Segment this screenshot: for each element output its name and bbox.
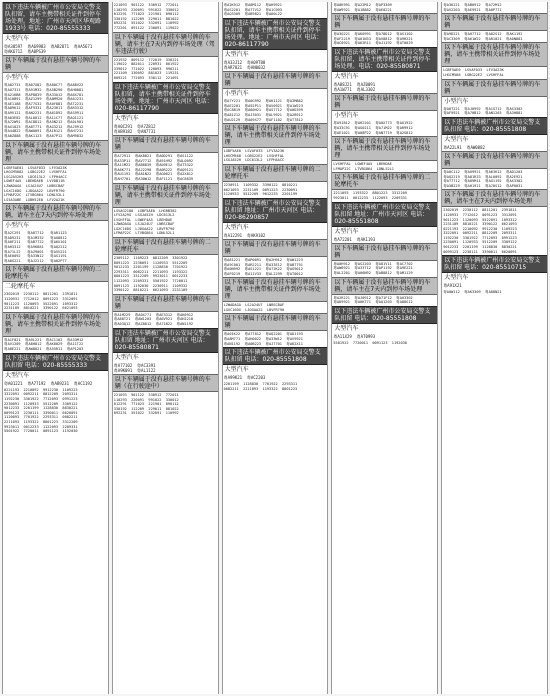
notice-header: 以下车辆属于没有悬挂车辆号牌的车辆 (223, 313, 328, 331)
notice-header-dark: 以下违法车辆被广州市公安局交警支队扣留，请车主携带相关证件到停车场处理。地址：广州市天河区 电话：020-86117790 (113, 82, 218, 114)
notice-header: 以下车辆属于没有悬挂车辆号牌的车辆，请车主携带相关证件到停车场处理 (3, 312, 108, 337)
plate-number-list: 粤A88J21 粤AZ0091 粤A1W771 粤AL3302 (333, 81, 376, 93)
notice-header: 以下车辆属于没有悬挂车辆号牌的二轮摩托车 (223, 164, 328, 182)
plate-number-list: 221093 901122 330912 772011 110293 220091 991022 330012 012291 771023 221901 090112 330192 112209 229011 881022 092231 551022 332091 110992 (113, 393, 179, 416)
column-1 (2, 2, 109, 694)
plate-number-list: 粤A2K912 粤A0M112 粤AH9921 粤AS2201 粤A77V12 粤A1C093 粤AQ3309 粤AB9821 粤A60L22 (223, 3, 282, 17)
plate-number-list: 粤A22L91 粤AW0882 (443, 144, 485, 150)
vehicle-category-label: 大型汽车 (224, 223, 249, 231)
notice-header: 以下车辆属于没有悬挂车辆号牌的车辆，请车主在7天内到停车场处理 (332, 277, 437, 295)
notice-header: 以下车辆属于没有悬挂车辆号牌的车辆，请车主携带相关证件到停车场处理 (3, 140, 108, 165)
vehicle-category-label: 大型汽车 (334, 72, 359, 80)
notice-header: 以下车辆属于没有悬挂车辆号牌的车辆 (332, 243, 437, 261)
plate-number-list: 221093 901122 330912 772011 110293 220091 991022 330012 012291 771023 221901 090112 330192 112209 229011 881022 092231 551022 332091 110992 772201 091122 230091 119022 (113, 3, 179, 30)
plate-number-list: 粤A33J12 粤A09T88 粤AR7821 粤AN0032 (223, 59, 266, 70)
notice-header: 以下车辆属于没有悬挂车辆号牌的车辆 (332, 93, 437, 111)
plate-number-list: LSVAG2180 LGBF5AE0 LHGRB382 LFV2A29G LSGJA52H LDC613L2 LVSHFFAL LGWEF4A5 LBEHDAE LZWADAGA LSJA24U7 LNBSCBAF LGXC16DG LJDGAA22 LBVFR790 LFMAP22C LTVBG864 LDNL52L1 (113, 208, 177, 236)
notice-header: 以下车辆属于没有悬挂车辆号牌的车辆，请车主携带相关证件到停车场处理 (223, 123, 328, 148)
notice-header: 以下车辆属于没有悬挂车辆号牌的车辆 (223, 239, 328, 257)
notice-header: 以下车辆属于没有悬挂车辆号牌的车辆 (442, 79, 547, 97)
notice-header: 以下车辆属于没有悬挂车辆号牌的车辆，请车主携带相关证件到停车场处理 (332, 136, 437, 161)
notice-header: 以下车辆属于没有悬挂车辆号牌的车辆，请车主携带相关证件到停车场处理 (113, 183, 218, 208)
notice-header-dark: 以下违法车辆被广州市公安局交警支队扣留 电话：020-85551808 (332, 306, 437, 324)
plate-number-list: 粤A11X29 粤AT0993 (333, 333, 376, 339)
notice-header: 以下车辆属于没有悬挂车辆号牌的车辆 (3, 55, 108, 73)
plate-number-list: 2201199 1128830 7701922 2293311 0082211 2211093 1193322 8801223 (223, 382, 298, 392)
plate-number-list: 粤A91B12 粤AH2201 粤A0X773 粤AU1922 粤A33C91 粤AG0211 粤A71M22 粤AR9912 粤AE1021 粤A08P22 粤AN7719 粤A2S812 (333, 121, 413, 135)
plate-number-list: 粤A81221 粤AP0091 粤A2H912 粤AW1223 粤A9C001 粤AR2211 粤A33E12 粤AB7791 粤A0N992 粤AS1221 粤A72K22 粤AG9012 粤AF0219 粤A11V33 粤AL2299 粤AT0012 (223, 257, 303, 276)
notice-header: 以下车辆属于没有悬挂车辆号牌的车辆 (332, 13, 437, 31)
vehicle-category-label: 小型汽车 (5, 222, 30, 230)
plate-number-list: 粤A77102 粤AC3391 粤A9K091 粤AL1122 (113, 362, 156, 373)
plate-number-list: 粤A8T221 粤AJ0992 粤A1G712 粤AS3302 粤AF9921 粤A70B12 粤AN1203 粤A3H881 (443, 106, 523, 116)
plate-number-list: 粤A72201 粤AK1193 (333, 236, 376, 242)
vehicle-category-label: 大型汽车 (5, 371, 30, 379)
plate-number-list: LGBF5AE0 LSVAF033 LFV3A23K LHGCM568 LGBG22E2 LVSHFFAL LSGJA52H LDC613L2 LFPH4ACC (223, 149, 285, 163)
plate-number-list: 粤A0K991 粤A22M12 粤AP3309 粤AW9921 粤A1B882 粤AE0221 (333, 3, 392, 12)
vehicle-category-label: 大型汽车 (224, 366, 249, 374)
notice-header-dark: 以下违法车辆被广州市公安局交警支队扣留，请车主携带相关证件到停车场处理。地址：广州市天河区 电话：020-86117790 (223, 18, 328, 50)
vehicle-category-label: 小型汽车 (444, 97, 469, 105)
plate-number-list: 粤A7Y221 粤A0G992 粤AK1121 粤A3M882 粤AE2201 粤A92P11 粤AV0921 粤A1W223 粤AC8819 粤A60H21 粤AS7712 粤A0D399 粤A81Z12 粤AJ3031 粤AL9921 粤A2B912 粤AU2129 粤A09X77 粤AF1102 粤AT7812 (223, 99, 303, 122)
plate-number-list: 粤A0H912 粤AS2203 粤A81V11 粤AC7702 粤AW0921 粤A33T12 粤AP1192 粤A9E221 粤AL2201 粤A06N92 粤AB8812 粤AM1129 (333, 261, 413, 275)
plate-number-list: 2211093 1193322 8801223 3312209 9923011 0012233 1122093 2209331 (333, 191, 407, 200)
plate-number-list: LZWADAGA LSJA24U7 LNBSCBAF LGXC16DG LJDGAA22 LBVFR790 (223, 303, 285, 312)
plate-number-list: LGBF5AE0 LSVAF033 LFV3A23K LHGCM568 LGBG22E2 LVSHFFAL (443, 68, 504, 77)
plate-number-list: 粤A0C291 粤A7Z812 粤AB9182 粤AN7731 (113, 123, 156, 134)
plate-number-list: LVSHFFAL LGWEF4A5 LBEHDAE LFMAP22C LTVBG864 LDNL52L1 (333, 162, 394, 171)
vehicle-category-label: 小型汽车 (224, 90, 249, 98)
plate-number-list: 粤A72911 粤AK8821 粤A0D291 粤AS1122 粤A33P11 粤AV7712 粤A91H92 粤AL0092 粤A11M22 粤AB8839 粤A09E12 粤AT3322 粤A6K771 粤AJ2298 粤A0R222 粤AQ9121 粤AU1192 粤A81N22 粤AG0021 粤A2X812 粤AH7701 粤A30W12 粤AF1121 粤AC8839 (113, 153, 194, 181)
vehicle-category-label: 小型汽车 (5, 74, 30, 82)
vehicle-category-label: 大型汽车 (224, 50, 249, 58)
vehicle-category-label: 大型汽车 (444, 274, 469, 282)
notice-header: 以下车辆属于没有悬挂车辆号牌的二轮摩托车 (3, 264, 108, 282)
notice-header: 以下车辆属于没有悬挂车辆号牌的二轮摩托车 (113, 237, 218, 255)
notice-header: 以下车辆属于没有悬挂车辆号牌的车辆 (442, 151, 547, 169)
plate-number-list: 粤A99K21 粤AC2203 (223, 375, 266, 381)
column-2 (112, 2, 219, 694)
plate-number-list: 粤A01221 粤A77192 粤AB9231 粤AC1192 (4, 380, 93, 386)
plate-number-list: 221932 009112 772019 330221 119022 882011 220931 001922 339012 771022 120093 990211 221109 330092 881023 119231 009221 772093 330112 221091 (113, 57, 179, 80)
notice-header-dark: 以下违法车辆被广州市公安局交警支队扣留 地址：广州市天河区 电话：020-86290857 (223, 198, 328, 223)
notice-header: 以下车辆属于没有悬挂车辆号牌的车辆，请车主在7天内到停车场处理（驾车违法行驶） (113, 32, 218, 57)
vehicle-category-label: 小型汽车 (334, 112, 359, 120)
notice-header: 以下车辆属于没有悬挂车辆号牌的车辆，请车主在7天内到停车场处理 (442, 189, 547, 207)
notice-header-dark: 以下违法车辆被广州市公安局交警支队扣留 电话：020-85551808 (442, 117, 547, 135)
plate-number-list: 粤A2R221 粤AJ0912 粤A71F12 粤AU3302 粤AD9921 粤A0K771 粤AQ1203 粤A88G12 (333, 295, 413, 305)
plate-number-list: 粤A1F021 粤A9L221 粤AC1102 粤A33M12 粤AV1209 粤A8H812 粤AK0029 粤A11T22 粤A0E221 粤AW8821 粤A55R11 粤AP1203 (4, 337, 84, 351)
plate-number-list: 5501922 7720011 0091123 1192030 (333, 340, 407, 345)
plate-number-list: 粤A01K22 粤A7T812 粤AQ2201 粤AD1193 粤A8M771 粤AH0022 粤A33W12 粤AV9921 粤AN1192 粤A0B223 粤AJ7701 粤A62X11 (223, 332, 303, 346)
plate-number-list: 粤A3Q221 粤AK0991 粤A78D12 粤AS1102 粤AF2219 粤A01N33 粤AV8812 粤A9H221 粤AC0921 粤A62R11 粤AJ1192 粤AT0029 (333, 32, 413, 46)
plate-number-list: 粤A12291 粤AK9102 (223, 232, 266, 238)
plate-number-list: 粤A1M229 粤A0X771 粤AE3312 粤AK0912 粤A88T21 粤AW1203 粤A6V921 粤AH2218 粤A03Q12 粤AZ8812 粤A71B22 粤AN1192 (113, 312, 194, 326)
notice-header-dark: 以下违法车辆被广州市公安局交警支队扣留 电话：020-85510715 (442, 255, 547, 273)
notice-header-dark: 以下违法车辆被广州市公安局交警支队扣留，请车主携带相关证件到停车场处理。地址：广州市天河区华观路1933号 电话：020-85555333 (3, 2, 108, 34)
notice-header-dark: 以下违法车辆被广州市公安局交警支队扣留 地址：广州市天河区 电话：020-85580871 (113, 328, 218, 353)
vehicle-category-label: 大型汽车 (114, 353, 139, 361)
column-4 (331, 2, 438, 694)
notice-header: 以下车辆属于没有悬挂车辆号牌的车辆，请车主携带相关证件到停车场处理 (442, 42, 547, 67)
vehicle-category-label: 二轮摩托车 (5, 283, 36, 291)
notice-header-dark: 以下违法车辆被广州市公安局交警支队扣留 电话：020-85555333 (3, 353, 108, 371)
notice-header: 以下车辆属于没有悬挂车辆号牌的车辆 (113, 294, 218, 312)
plate-number-list: 2309112 1109223 8812209 3301922 0091223 2230091 1120933 5512209 9012233 2201199 1128830 7701922 2293311 0082211 2211093 1193322 8801223 3312209 9923011 0012233 1122093 2209331 5501922 7720011 0091123 1192030 2230911 1109332 3390122 8810221 6621093 2231109 (113, 256, 188, 293)
column-3 (222, 2, 329, 694)
plate-number-list: 粤A2C291 粤A8T712 粤AR1123 粤AD9231 粤A1M332 粤AU8812 粤A0F211 粤AB7722 粤A6X101 粤AH3312 粤A9K881 粤AQ2212 粤A71L22 粤AZ9001 粤A5V221 粤AE0092 粤A33N12 粤AS1191 粤A8G221 粤AJ2212 粤A02P77 (4, 231, 67, 263)
plate-number-list: LGBF5AE01 LSVAF033 LFV3A23K LHGCM5682 LGBG22E2 LVSHFFAL LSGJA52H3 LDC613L2 LFPH4ACC LGWEF4A5 LBEHDAEB LVVDB11B LZWADAGA LSJA24U7 LNBSCBAF LGXC16DG LJDGAA22 LBVFR790 LFMAP22C LTVBG864 LDNL52L1 LS5A3ABE LGBH52E0 LFV2A21K (4, 165, 67, 202)
notice-header: 以下车辆属于没有悬挂车辆号牌的车辆 (442, 13, 547, 31)
plate-number-list: 粤A0C112 粤AU9921 粤A63K12 粤AD1203 粤AQ2219 粤A81R33 粤AL0092 粤A2E921 粤AT7712 粤A09M11 粤AG1192 粤AX3302 粤A5B229 粤AH1921 粤A70S12 粤AP0031 (443, 169, 523, 188)
vehicle-category-label: 大型汽车 (444, 135, 469, 143)
notice-header: 以下车辆属于没有悬挂车辆号牌的车辆（在行驶途中） (113, 374, 218, 392)
notice-header: 以下车辆属于没有悬挂车辆号牌的二轮摩托车 (332, 172, 437, 190)
notice-header-dark: 以下违法车辆被广州市公安局交警支队扣留，请车主携带相关证件到停车场处理。电话：020-85580871 (332, 47, 437, 72)
plate-number-list: 0221193 2210092 9912230 1109223 3322091 0092211 8812209 2093311 1192230 3301922 7712093 0991223 2230091 1120933 5512209 3309122 9012233 2201199 1128830 8830221 0099123 2230111 3390011 6620091 1120093 7701922 2293311 0082211 2211093 1193322 8801223 3312209 9923011 0012233 1122093 2209331 5501922 7720011 0091123 1192030 (4, 387, 78, 434)
plate-number-list: 粤A0W112 粤AK3309 粤A88N21 (443, 290, 502, 295)
plate-number-list: 2230911 1109332 3390122 8810221 6621093 2231109 0091223 2230091 1120933 5512209 9012233 2201199 (223, 182, 298, 197)
plate-number-list: 粤A9D221 粤AH7712 粤A02S12 粤AK1192 粤AC3309 粤A61W22 粤AR1021 粤A0N881 (443, 32, 523, 41)
plate-number-list: 粤A3K221 粤AB0912 粤A72M12 粤AV2203 粤AE9921 粤A0P771 (443, 3, 502, 12)
notice-header: 以下车辆属于没有悬挂车辆号牌的车辆，请车主在7天内到停车场处理 (3, 203, 108, 221)
plate-number-list: 粤A91X21 (443, 283, 462, 289)
vehicle-category-label: 大型汽车 (334, 227, 359, 235)
vehicle-category-label: 大型汽车 (5, 35, 30, 42)
notice-header: 以下车辆属于没有悬挂车辆号牌的车辆 (223, 71, 328, 89)
notice-header: 以下车辆属于没有悬挂车辆号牌的车辆 (113, 135, 218, 153)
notice-header: 以下车辆属于没有悬挂车辆号牌的车辆，请车主携带相关证件到停车场处理 (223, 277, 328, 302)
notice-header-dark: 以下违法车辆被广州市公安局交警支队扣留 地址：广州市天河区 电话：020-85551808 (332, 202, 437, 227)
vehicle-category-label: 大型汽车 (334, 324, 359, 332)
plate-number-list: 粤A38597 粤A69983 粤AB2871 粤AA5671 粤AK6712 粤A0PS39 (4, 44, 93, 55)
plate-number-list: 2302019 2230112 8811201 2391811 1120931 7712012 0091223 3312091 9011223 1120093 5522091 1093312 2231109 8810221 3390122 6621093 (4, 292, 78, 311)
vehicle-category-label: 大型汽车 (114, 114, 139, 122)
plate-number-list: 2302019 2230112 8811201 2391811 1120931 7712012 0091223 3312091 9011223 1120093 5522091 1093312 2231109 8810221 3390122 6621093 0221193 2210092 9912230 1109223 3322091 0092211 8812209 2093311 1192230 3301922 7712093 0991223 2230091 1120933 5512209 3309122 9012233 2201199 1128830 8830221 0099123 2230111 3390011 6620091 (443, 208, 517, 254)
column-5 (441, 2, 548, 694)
notice-header-dark: 以下违法车辆被广州市公安局交警支队扣留 电话：020-85551808 (223, 347, 328, 365)
plate-number-list: 粤A82731 粤A07X82 粤A80C77 粤A88V22 粤AU7311 粤A91M32 粤A5B290 粤AH0081 粤A21KB8 粤AP8839 粤A33Q12 粤A6X781 粤A10B91 粤AZ1299 粤A8M920 粤A6J231 粤AE1188 粤A77G32 粤A0Y881 粤AT2231 粤A89K12 粤AF9331 粤A23H11 粤AR3312 粤A9V121 粤AN2231 粤A61D92 粤AS9911 粤A03E82 粤AL0012 粤A11C77 粤AQ1121 粤A72W91 粤AC8812 粤A5N212 粤A0L901 粤AX1823 粤A8T771 粤AG3212 粤AJ9912 粤A44B22 粤AW0091 粤A1R121 粤AH7231 粤A0Z888 粤AK1123 粤A67P12 粤AM9832 (4, 83, 84, 138)
